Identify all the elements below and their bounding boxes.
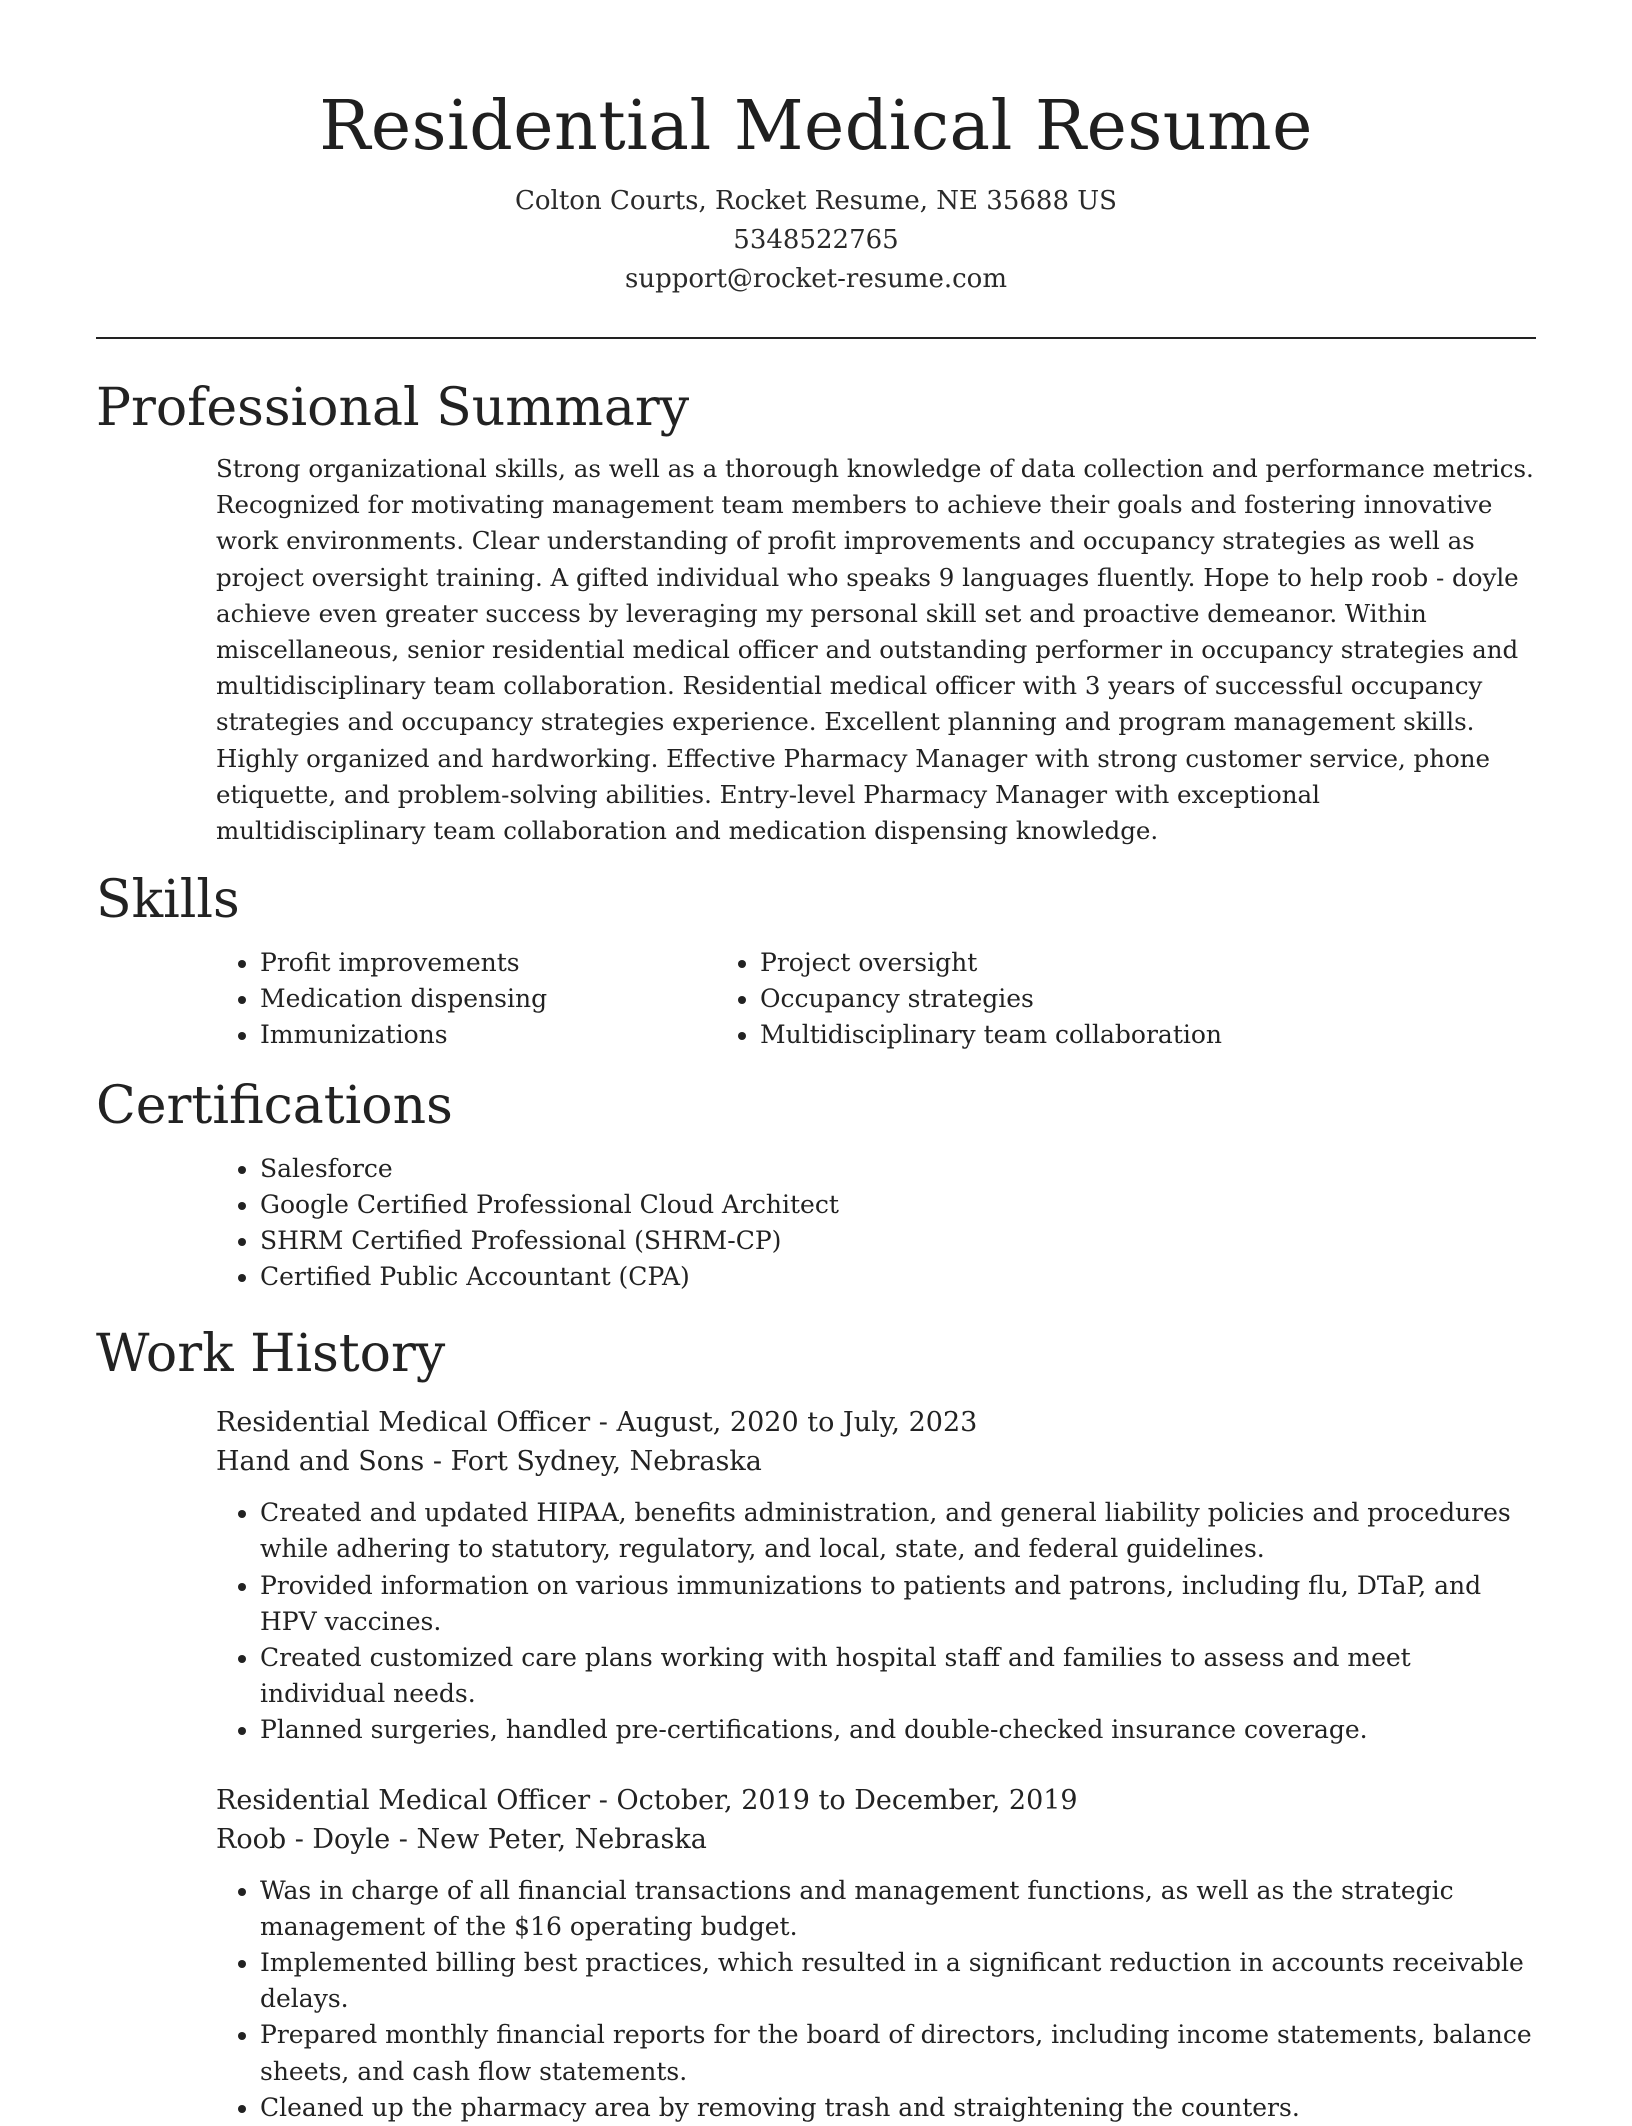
job-location: - New Peter, Nebraska <box>390 1823 707 1855</box>
skill-item: • Profit improvements <box>260 945 746 981</box>
summary-heading: Professional Summary <box>96 378 690 438</box>
skill-item: • Immunizations <box>260 1017 746 1053</box>
skills-heading: Skills <box>96 870 240 931</box>
skills-grid <box>96 945 1536 1053</box>
job-company: Roob - Doyle <box>216 1823 391 1855</box>
job-bullet: • Implemented billing best practices, which resulted in a significant reduction in accounts receivable delays. <box>260 1945 1536 2017</box>
skill-item: • Medication dispensing <box>260 981 746 1017</box>
job-bullet: • Cleaned up the pharmacy area by removing trash and straightening the counters. <box>260 2090 1536 2126</box>
summary-text: Strong organizational skills, as well as a thorough knowledge of data collection and performance metrics. Recognized for motivating management team members to achieve their goals and fostering innovative work environments. Clear understanding of profit improvements and occupancy strategies as well as project oversight training. A gifted individual who speaks 9 languages fluently. Hope to help roob - doyle achieve even greater success by leveraging my personal skill set and proactive demeanor. Within miscellaneous, senior residential medical officer and outstanding performer in occupancy strategies and multidisciplinary team collaboration. Residential medical officer with 3 years of successful occupancy strategies and occupancy strategies experience. Excellent planning and program management skills. Highly organized and hardworking. Effective Pharmacy Manager with strong customer service, phone etiquette, and problem-solving abilities. Entry-level Pharmacy Manager with exceptional multidisciplinary team collaboration and medication dispensing knowledge. <box>216 454 1534 846</box>
job-company-line <box>216 1442 1536 1481</box>
job-bullet: • Prepared monthly financial reports for the board of directors, including income statements, balance sheets, and cash flow statements. <box>260 2017 1536 2089</box>
contact-block <box>96 182 1536 299</box>
header-divider <box>96 337 1536 339</box>
resume-page <box>96 0 1536 2126</box>
job-bullet-list <box>96 1873 1536 2126</box>
job-position: Residential Medical Officer <box>216 1784 591 1816</box>
contact-email: support@rocket-resume.com <box>624 264 1007 294</box>
job-company-line <box>216 1820 1536 1859</box>
skill-item: • Occupancy strategies <box>760 981 1410 1017</box>
job-bullet: • Created customized care plans working with hospital staff and families to assess and meet individual needs. <box>260 1640 1536 1712</box>
skills-column-2 <box>760 945 1410 1053</box>
job-entry <box>96 1781 1536 2126</box>
skill-item: • Project oversight <box>760 945 1410 981</box>
job-dates: - August, 2020 to July, 2023 <box>590 1407 978 1439</box>
job-entry <box>96 1403 1536 1748</box>
contact-address: Colton Courts, Rocket Resume, NE 35688 US <box>515 186 1117 216</box>
work-history-heading: Work History <box>96 1324 446 1385</box>
job-location: - Fort Sydney, Nebraska <box>424 1446 762 1478</box>
resume-title: Residential Medical Resume <box>319 87 1313 166</box>
job-dates: - October, 2019 to December, 2019 <box>590 1784 1078 1816</box>
certification-item: • Certified Public Accountant (CPA) <box>260 1259 1536 1295</box>
job-bullet: • Created and updated HIPAA, benefits administration, and general liability policies and procedures while adhering to statutory, regulatory, and local, state, and federal guidelines. <box>260 1495 1536 1567</box>
job-title-line <box>216 1403 1536 1442</box>
certification-item: • Google Certified Professional Cloud Architect <box>260 1187 1536 1223</box>
contact-phone: 5348522765 <box>733 225 899 255</box>
job-position: Residential Medical Officer <box>216 1407 591 1439</box>
certifications-heading: Certifications <box>96 1076 453 1137</box>
job-bullet-list <box>96 1495 1536 1748</box>
job-bullet: • Was in charge of all financial transactions and management functions, as well as the strategic management of the $16 operating budget. <box>260 1873 1536 1945</box>
skills-column-1 <box>96 945 746 1053</box>
certifications-list <box>96 1151 1536 1295</box>
job-bullet: • Provided information on various immunizations to patients and patrons, including flu, DTaP, and HPV vaccines. <box>260 1568 1536 1640</box>
job-title-line <box>216 1781 1536 1820</box>
certification-item: • Salesforce <box>260 1151 1536 1187</box>
job-bullet: • Planned surgeries, handled pre-certifications, and double-checked insurance coverage. <box>260 1712 1536 1748</box>
job-company: Hand and Sons <box>216 1446 425 1478</box>
certification-item: • SHRM Certified Professional (SHRM-CP) <box>260 1223 1536 1259</box>
skill-item: • Multidisciplinary team collaboration <box>760 1017 1410 1053</box>
